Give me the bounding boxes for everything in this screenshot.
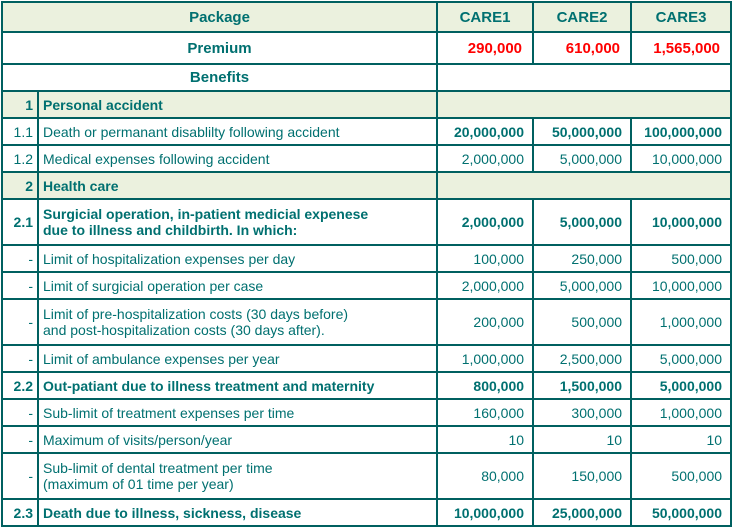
row-number-cell: -	[2, 345, 38, 372]
table-row	[2, 426, 731, 453]
row-value-cell-care2: 5,000,000	[533, 199, 631, 245]
row-label-line1: Sub-limit of treatment expenses per time	[43, 404, 295, 421]
benefits-empty-cell	[437, 64, 731, 91]
section-empty-cell	[437, 172, 731, 199]
row-label-line1: Limit of surgicial operation per case	[43, 277, 264, 294]
row-value-cell-care1: 10	[437, 426, 533, 453]
row-value-cell-care1: 80,000	[437, 453, 533, 499]
table-row	[2, 172, 731, 199]
care2-column-header: CARE2	[533, 2, 631, 32]
row-label-cell	[38, 345, 437, 372]
row-value-cell-care2: 2,500,000	[533, 345, 631, 372]
row-value-cell-care3: 500,000	[631, 453, 731, 499]
row-value-cell-care3: 100,000,000	[631, 118, 731, 145]
premium-care3-value: 1,565,000	[631, 32, 731, 64]
row-label-cell	[38, 372, 437, 399]
row-value-cell-care3: 5,000,000	[631, 372, 731, 399]
row-value-cell-care3: 500,000	[631, 245, 731, 272]
row-label-cell	[38, 299, 437, 345]
row-value-cell-care3: 10,000,000	[631, 272, 731, 299]
row-value-cell-care1: 2,000,000	[437, 199, 533, 245]
premium-care2-value: 610,000	[533, 32, 631, 64]
table-row	[2, 499, 731, 526]
table-row	[2, 145, 731, 172]
row-value-cell-care1: 160,000	[437, 399, 533, 426]
row-number-cell: -	[2, 453, 38, 499]
row-label-line2: (maximum of 01 time per year)	[43, 476, 234, 492]
row-number-cell: -	[2, 299, 38, 345]
table-row	[2, 372, 731, 399]
row-value-cell-care1: 2,000,000	[437, 145, 533, 172]
benefits-label: Benefits	[2, 64, 437, 91]
row-number-cell: -	[2, 272, 38, 299]
row-number-cell: 1	[2, 91, 38, 118]
row-number-cell: 2.2	[2, 372, 38, 399]
row-label-cell	[38, 245, 437, 272]
row-number-cell: 1.2	[2, 145, 38, 172]
row-label-line1: Limit of hospitalization expenses per day	[43, 250, 296, 267]
row-label-line1: Limit of ambulance expenses per year	[43, 350, 280, 367]
table-row	[2, 272, 731, 299]
section-empty-cell	[437, 91, 731, 118]
row-value-cell-care1: 2,000,000	[437, 272, 533, 299]
row-value-cell-care2: 50,000,000	[533, 118, 631, 145]
row-label-cell	[38, 199, 437, 245]
row-value-cell-care1: 200,000	[437, 299, 533, 345]
table-row	[2, 118, 731, 145]
row-value-cell-care2: 5,000,000	[533, 272, 631, 299]
row-label-line2: and post-hospitalization costs (30 days after).	[43, 322, 325, 338]
row-label-cell	[38, 272, 437, 299]
row-value-cell-care2: 250,000	[533, 245, 631, 272]
table-row	[2, 199, 731, 245]
package-header-row	[2, 2, 731, 32]
care1-column-header: CARE1	[437, 2, 533, 32]
row-value-cell-care1: 20,000,000	[437, 118, 533, 145]
row-value-cell-care3: 10,000,000	[631, 145, 731, 172]
row-number-cell: -	[2, 245, 38, 272]
row-number-cell: -	[2, 399, 38, 426]
row-number-cell: 2	[2, 172, 38, 199]
row-label-cell	[38, 91, 437, 118]
row-value-cell-care2: 10	[533, 426, 631, 453]
row-value-cell-care2: 25,000,000	[533, 499, 631, 526]
row-number-cell: -	[2, 426, 38, 453]
row-value-cell-care2: 500,000	[533, 299, 631, 345]
row-label-cell	[38, 172, 437, 199]
row-value-cell-care3: 10	[631, 426, 731, 453]
benefits-row	[2, 64, 731, 91]
row-number-cell: 2.1	[2, 199, 38, 245]
row-value-cell-care3: 1,000,000	[631, 399, 731, 426]
table-row	[2, 453, 731, 499]
row-label-cell	[38, 399, 437, 426]
row-label-cell	[38, 145, 437, 172]
row-label-cell	[38, 426, 437, 453]
row-value-cell-care1: 100,000	[437, 245, 533, 272]
row-label-line1: Out-patiant due to illness treatment and maternity	[43, 377, 375, 394]
premium-label: Premium	[2, 32, 437, 64]
table-row	[2, 245, 731, 272]
row-value-cell-care3: 5,000,000	[631, 345, 731, 372]
row-label-line1: Health care	[43, 177, 119, 194]
row-value-cell-care2: 1,500,000	[533, 372, 631, 399]
row-number-cell: 2.3	[2, 499, 38, 526]
row-number-cell: 1.1	[2, 118, 38, 145]
row-label-cell	[38, 118, 437, 145]
care3-column-header: CARE3	[631, 2, 731, 32]
premium-row	[2, 32, 731, 64]
row-label-cell	[38, 499, 437, 526]
benefits-table	[1, 1, 732, 527]
package-header-label: Package	[2, 2, 437, 32]
row-label-cell	[38, 453, 437, 499]
row-label-line1: Limit of pre-hospitalization costs (30 days before)	[43, 306, 349, 322]
row-label-line1: Death due to illness, sickness, disease	[43, 504, 302, 521]
row-value-cell-care1: 1,000,000	[437, 345, 533, 372]
table-row	[2, 345, 731, 372]
row-value-cell-care2: 5,000,000	[533, 145, 631, 172]
row-label-line1: Surgicial operation, in-patient medicial expenese	[43, 206, 369, 222]
table-row	[2, 91, 731, 118]
row-value-cell-care3: 50,000,000	[631, 499, 731, 526]
table-row	[2, 399, 731, 426]
row-value-cell-care2: 300,000	[533, 399, 631, 426]
row-label-line1: Maximum of visits/person/year	[43, 431, 233, 448]
row-label-line1: Sub-limit of dental treatment per time	[43, 460, 273, 476]
row-label-line2: due to illness and childbirth. In which:	[43, 222, 298, 238]
row-label-line1: Personal accident	[43, 96, 163, 113]
row-value-cell-care2: 150,000	[533, 453, 631, 499]
row-value-cell-care1: 10,000,000	[437, 499, 533, 526]
row-value-cell-care3: 10,000,000	[631, 199, 731, 245]
row-label-line1: Medical expenses following accident	[43, 150, 270, 167]
premium-care1-value: 290,000	[437, 32, 533, 64]
table-row	[2, 299, 731, 345]
row-value-cell-care1: 800,000	[437, 372, 533, 399]
row-label-line1: Death or permanant disablilty following accident	[43, 123, 340, 140]
row-value-cell-care3: 1,000,000	[631, 299, 731, 345]
